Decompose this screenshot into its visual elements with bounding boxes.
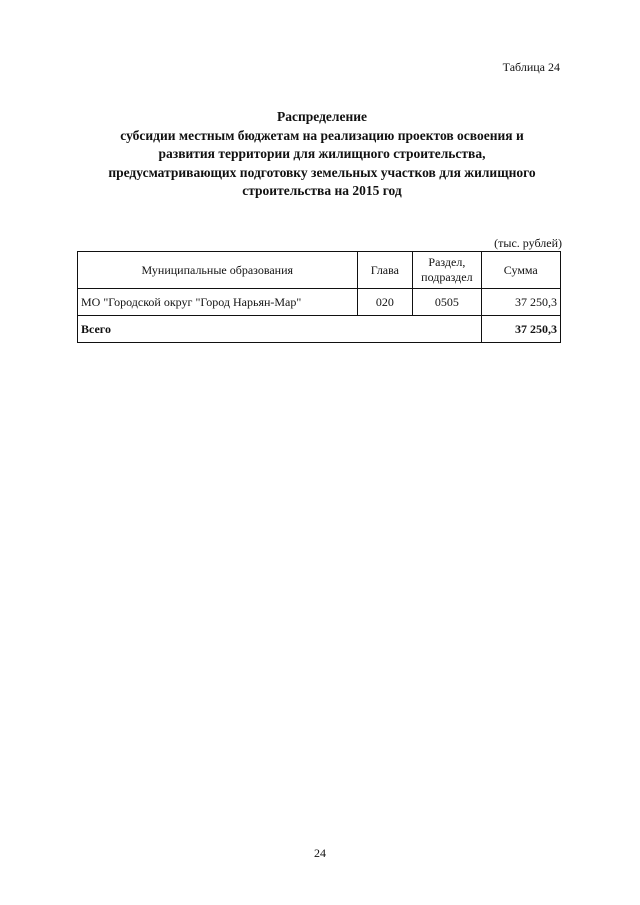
title-line: субсидии местным бюджетам на реализацию проектов освоения и — [120, 127, 524, 143]
cell-chapter: 020 — [357, 289, 413, 316]
title-line: развития территории для жилищного строительства, — [158, 146, 486, 161]
total-label: Всего — [78, 316, 482, 343]
cell-sum: 37 250,3 — [481, 289, 560, 316]
units-label: (тыс. рублей) — [494, 236, 562, 250]
table-number-label: Таблица 24 — [502, 60, 560, 74]
header-municipality: Муниципальные образования — [78, 252, 358, 289]
document-title — [80, 108, 564, 201]
total-sum: 37 250,3 — [481, 316, 560, 343]
title-line: Распределение — [276, 109, 368, 124]
table-header-row — [78, 252, 561, 289]
header-chapter: Глава — [357, 252, 413, 289]
cell-municipality: МО "Городской округ "Город Нарьян-Мар" — [78, 289, 358, 316]
header-section-line2: подраздел — [421, 270, 473, 284]
table-row — [78, 289, 561, 316]
header-sum: Сумма — [481, 252, 560, 289]
cell-section: 0505 — [413, 289, 481, 316]
subsidy-table — [77, 251, 561, 343]
page-number: 24 — [314, 846, 326, 860]
table-total-row — [78, 316, 561, 343]
header-section-line1: Раздел, — [428, 255, 466, 269]
header-section — [413, 252, 481, 289]
title-line: строительства на 2015 год — [242, 183, 402, 198]
title-line: предусматривающих подготовку земельных участков для жилищного — [108, 164, 536, 180]
